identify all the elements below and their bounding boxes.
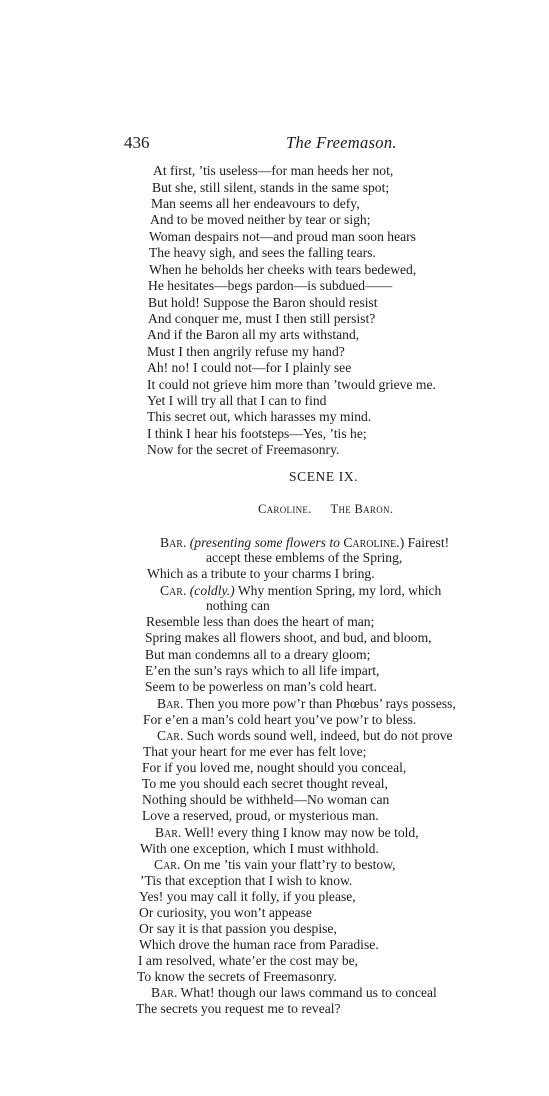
verse-line: This secret out, which harasses my mind. xyxy=(147,409,372,424)
speech-line: To me you should each secret thought reveal, xyxy=(142,776,388,791)
speech-line: Love a reserved, proud, or mysterious man. xyxy=(142,808,379,823)
speech-line xyxy=(160,583,441,599)
speech-line: That your heart for me ever has felt love; xyxy=(143,744,367,759)
speech-line: Nothing should be withheld—No woman can xyxy=(142,792,390,807)
speech-line xyxy=(160,535,449,551)
verse-line: Yet I will try all that I can to find xyxy=(147,393,327,408)
speech-line: Which drove the human race from Paradise. xyxy=(139,937,379,952)
verse-line: And if the Baron all my arts withstand, xyxy=(147,327,360,342)
speech-line: Resemble less than does the heart of man; xyxy=(146,614,375,629)
speech-text: Well! every thing I know may now be told, xyxy=(184,825,419,840)
verse-line: Man seems all her endeavours to defy, xyxy=(151,196,360,211)
speech-line: For e’en a man’s cold heart you’ve pow’r to bless. xyxy=(143,712,417,727)
speaker-label: Car. xyxy=(160,583,187,598)
stage-direction: (coldly.) xyxy=(189,583,235,598)
speech-line: I am resolved, whate’er the cost may be, xyxy=(138,953,359,968)
verse-line: It could not grieve him more than ’twould grieve me. xyxy=(147,377,436,392)
speaker-label: Bar. xyxy=(160,535,187,550)
verse-line: Now for the secret of Freemasonry. xyxy=(147,442,340,457)
speech-line: The secrets you request me to reveal? xyxy=(136,1001,341,1016)
speaker-label: Bar. xyxy=(155,825,182,840)
speech-line: Yes! you may call it folly, if you please, xyxy=(139,889,356,904)
character-name: Caroline. xyxy=(343,535,400,550)
dramatis-personae xyxy=(258,502,393,517)
speaker-label: Bar. xyxy=(151,985,178,1000)
speech-line: Seem to be powerless on man’s cold heart. xyxy=(145,679,377,694)
speech-line: To know the secrets of Freemasonry. xyxy=(137,969,337,984)
verse-line: The heavy sigh, and sees the falling tears. xyxy=(149,245,376,260)
speech-line xyxy=(157,728,453,744)
verse-line: When he beholds her cheeks with tears bedewed, xyxy=(149,262,417,277)
speech-text: Such words sound well, indeed, but do not prove xyxy=(186,728,453,743)
verse-line: But she, still silent, stands in the same spot; xyxy=(152,180,390,195)
speech-line: nothing can xyxy=(206,598,270,613)
verse-line: Ah! no! I could not—for I plainly see xyxy=(147,360,352,375)
speech-line xyxy=(157,696,456,712)
verse-line: I think I hear his footsteps—Yes, ’tis he; xyxy=(147,426,367,441)
verse-line: And conquer me, must I then still persist? xyxy=(148,311,376,326)
speech-line xyxy=(154,857,396,873)
speech-text: Then you more pow’r than Phœbus’ rays possess, xyxy=(186,696,456,711)
speech-line: accept these emblems of the Spring, xyxy=(206,550,403,565)
scene-heading: SCENE IX. xyxy=(289,469,359,484)
speech-line: With one exception, which I must withhold. xyxy=(140,841,379,856)
character-caroline: Caroline. xyxy=(258,502,312,516)
verse-line: Woman despairs not—and proud man soon hears xyxy=(149,229,416,244)
speaker-label: Bar. xyxy=(157,696,184,711)
speech-line: But man condemns all to a dreary gloom; xyxy=(145,647,371,662)
speech-line: Spring makes all flowers shoot, and bud, and bloom, xyxy=(145,630,432,645)
verse-line: But hold! Suppose the Baron should resist xyxy=(148,295,378,310)
speech-line: E’en the sun’s rays which to all life impart, xyxy=(145,663,380,678)
speech-line: ’Tis that exception that I wish to know. xyxy=(140,873,353,888)
speech-line xyxy=(151,985,437,1001)
speech-text: Why mention Spring, my lord, which xyxy=(237,583,442,598)
speech-line: For if you loved me, nought should you conceal, xyxy=(142,760,407,775)
page-header xyxy=(0,133,549,155)
speech-line: Or curiosity, you won’t appease xyxy=(139,905,312,920)
character-baron: The Baron. xyxy=(330,502,394,516)
speaker-label: Car. xyxy=(157,728,184,743)
verse-line: At first, ’tis useless—for man heeds her not, xyxy=(153,163,394,178)
page-number: 436 xyxy=(124,133,150,152)
speech-line xyxy=(155,825,419,841)
speech-line: Or say it is that passion you despise, xyxy=(139,921,337,936)
speech-text: What! though our laws command us to conceal xyxy=(180,985,437,1000)
stage-direction: (presenting some flowers to xyxy=(189,535,340,550)
speaker-label: Car. xyxy=(154,857,181,872)
running-title: The Freemason. xyxy=(286,133,397,152)
speech-text: On me ’tis vain your flatt’ry to bestow, xyxy=(183,857,396,872)
speech-line: Which as a tribute to your charms I bring. xyxy=(147,566,375,581)
verse-line: And to be moved neither by tear or sigh; xyxy=(150,212,371,227)
speech-text: ) Fairest! xyxy=(399,535,450,550)
verse-line: Must I then angrily refuse my hand? xyxy=(147,344,345,359)
verse-line: He hesitates—begs pardon—is subdued—— xyxy=(148,278,393,293)
